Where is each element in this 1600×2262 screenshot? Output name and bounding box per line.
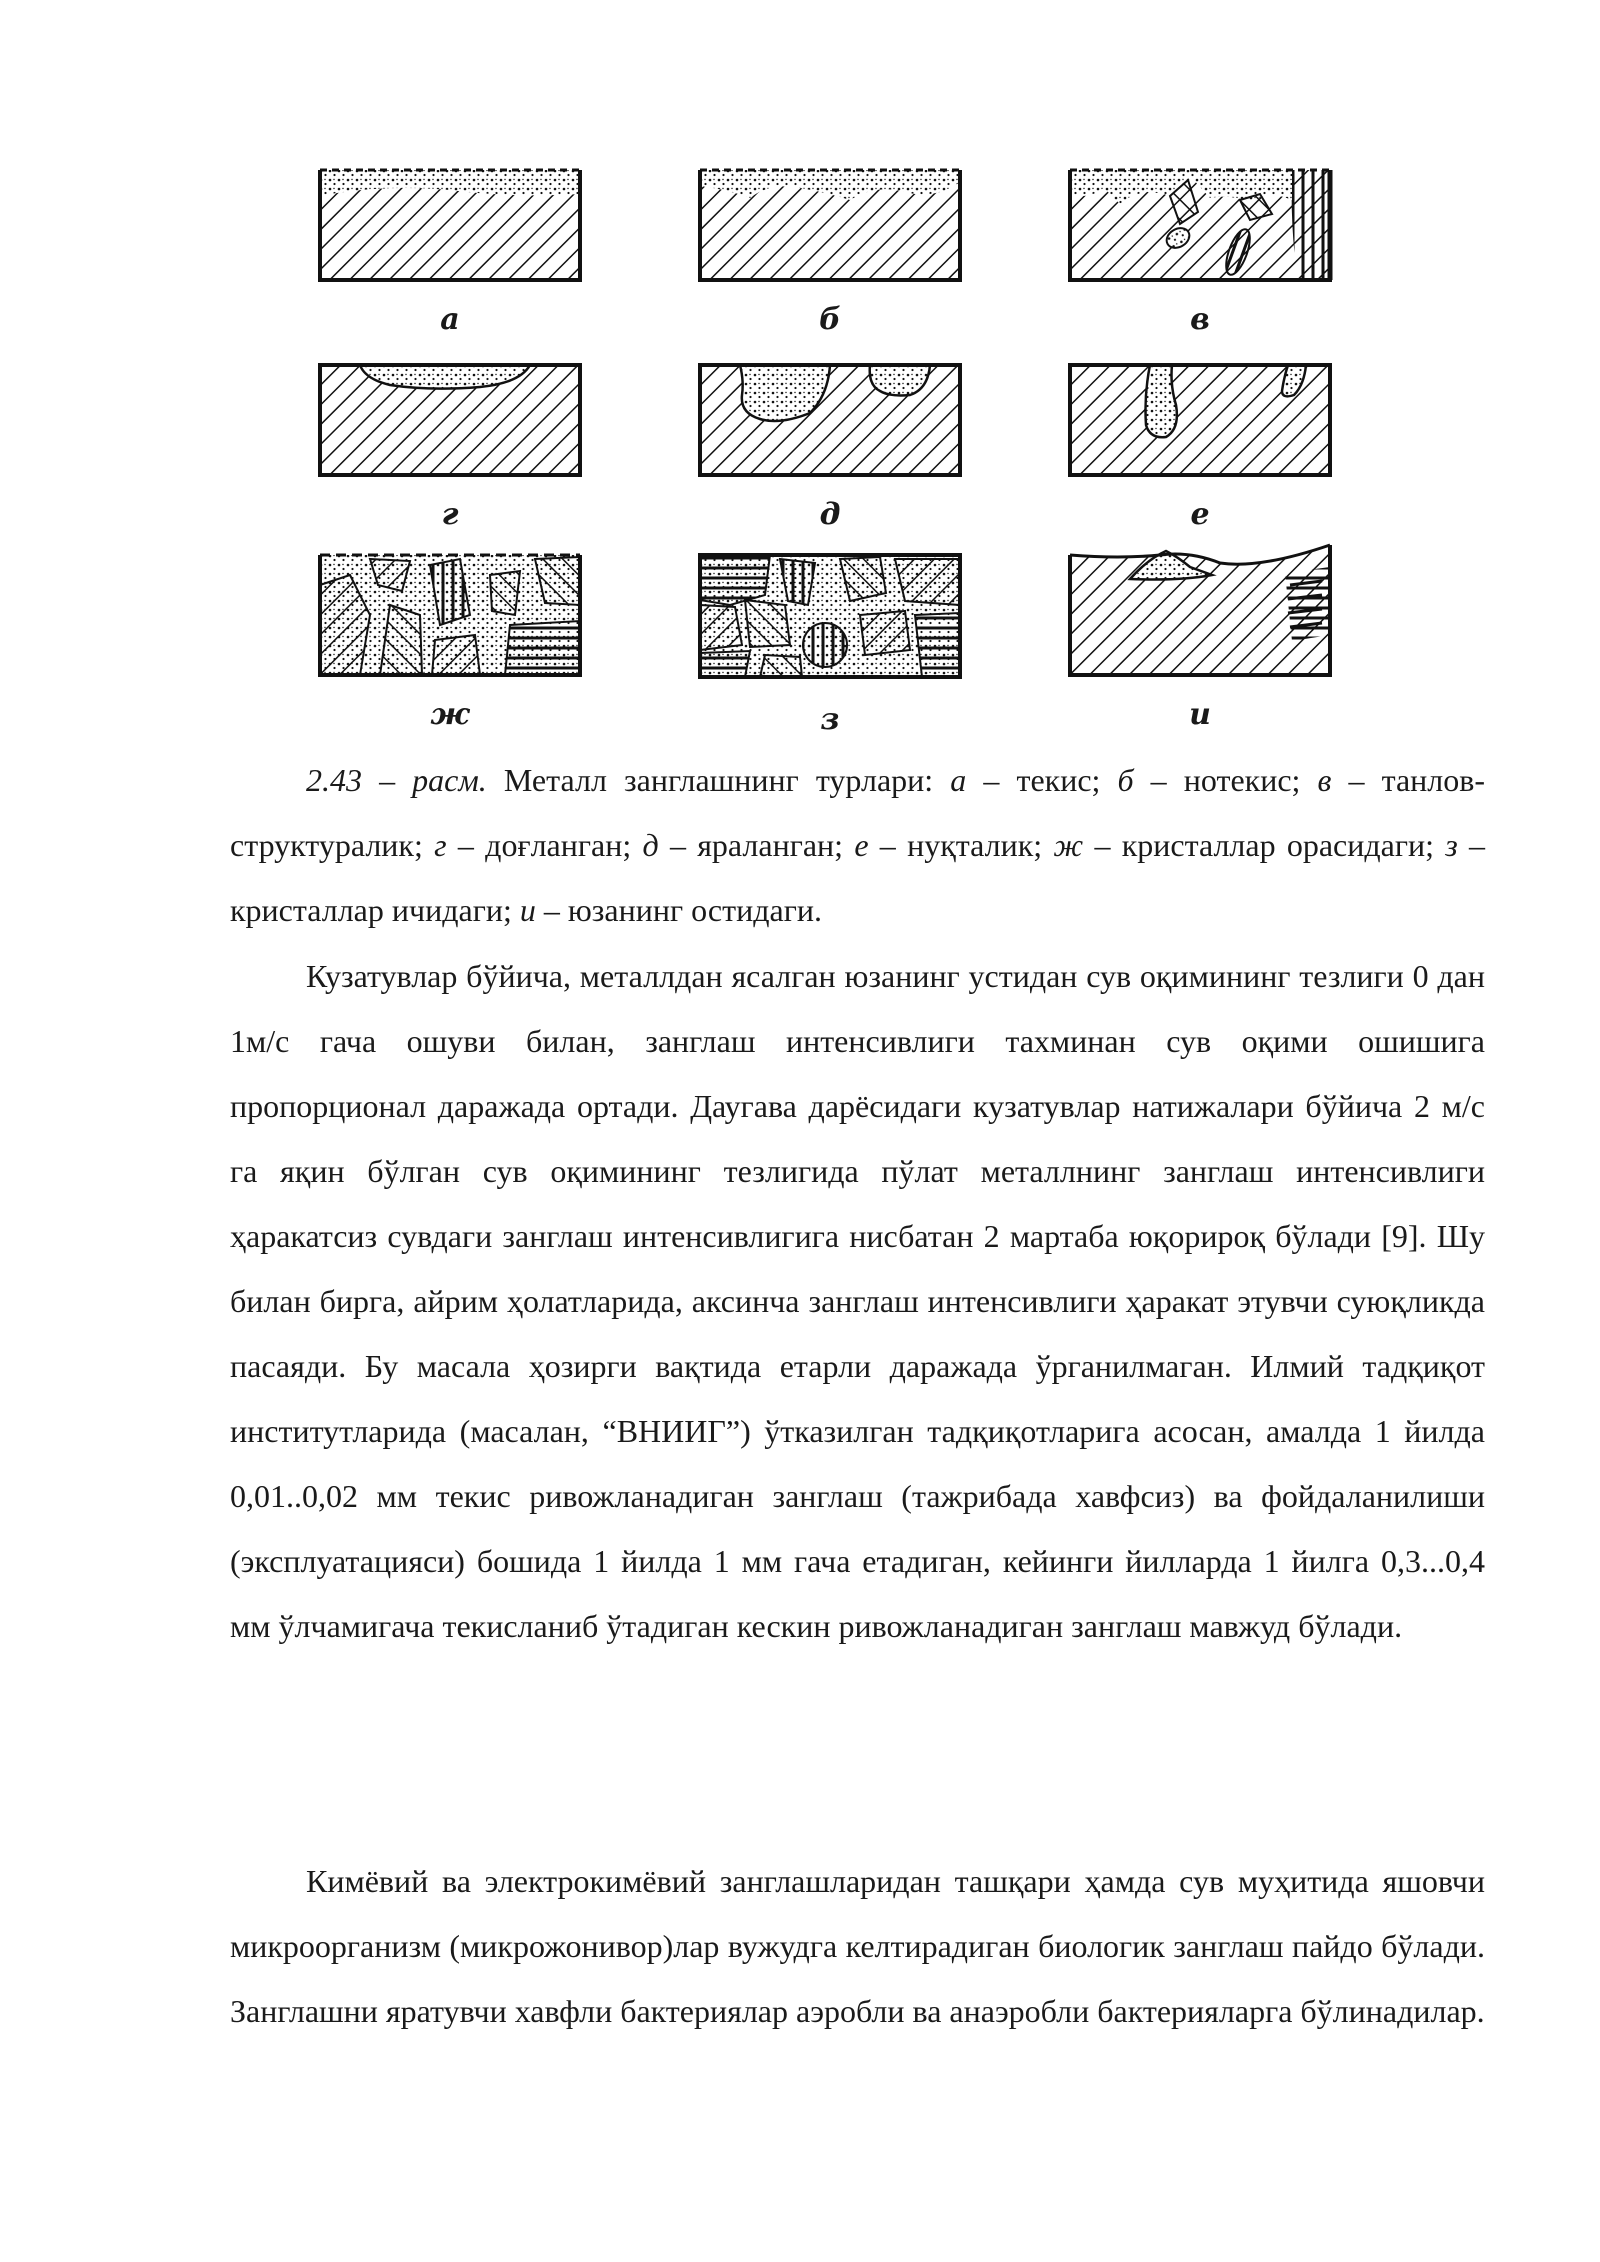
panel-a xyxy=(310,160,590,350)
caption-item-text: – нуқталик; xyxy=(868,827,1054,863)
panel-label: и xyxy=(1189,697,1211,732)
caption-item-text: – кристаллар орасидаги; xyxy=(1083,827,1446,863)
caption-letter: з xyxy=(1445,827,1458,863)
caption-letter: г xyxy=(434,827,447,863)
panel-g xyxy=(310,355,590,545)
paragraph: Кузатувлар бўйича, металлдан ясалган юзанинг устидан сув оқимининг тезлиги 0 дан 1м/с гача ошуви билан, занглаш интенсивлиги тахминан сув оқими ошишига пропорционал даражада ортади. Даугава дарёсидаги кузатувлар натижалари бўйича 2 м/с га яқин бўлган сув оқимининг тезлигида пўлат металлнинг занглаш интенсивлиги ҳаракатсиз сувдаги занглаш интенсивлигига нисбатан 2 мартаба юқорироқ бўлади [9]. Шу билан бирга, айрим ҳолатларида, аксинча занглаш интенсивлиги ҳаракат этувчи суюқликда пасаяди. Бу масала ҳозирги вақтида етарли даражада ўрганилмаган. Илмий тадқиқот институтларида (масалан, “ВНИИГ”) ўтказилган тадқиқотларига асосан, амалда 1 йилда 0,01..0,02 мм текис ривожланадиган занглаш (тажрибада хавфсиз) ва фойдаланилиши (эксплуатацияси) бошида 1 йилда 1 мм гача етадиган, кейинги йилларда 1 йилга 0,3...0,4 мм ўлчамигача текисланиб ўтадиган кескин ривожланадиган занглаш мавжуд бўлади. xyxy=(230,958,1485,1644)
panel-i xyxy=(1060,545,1340,735)
caption-item-text: – доғланган; xyxy=(446,827,643,863)
caption-item-text: – танлов-структуралик; xyxy=(230,762,1486,863)
panel-z xyxy=(690,545,970,735)
paragraph: Кимёвий ва электрокимёвий занглашларидан ташқари ҳамда сув муҳитида яшовчи микроорганизм (микрожонивор)лар вужудга келтирадиган биологик занглаш пайдо бўлади. Занглашни яратувчи хавфли бактериялар аэробли ва анаэробли бактерияларга бўлинадилар. xyxy=(230,1863,1485,2029)
corrosion-types-figure xyxy=(300,150,1380,735)
panel-label: г xyxy=(441,497,459,532)
caption-letter: е xyxy=(854,827,869,863)
figure-number: 2.43 – расм. xyxy=(306,762,487,798)
figure-caption xyxy=(230,748,1485,943)
caption-item-text: – яраланган; xyxy=(658,827,855,863)
panel-label: з xyxy=(820,702,840,737)
panel-label: ж xyxy=(430,697,470,732)
panel-e xyxy=(1060,355,1340,545)
panel-v xyxy=(1060,160,1340,350)
panel-label: а xyxy=(440,302,460,337)
caption-letter: в xyxy=(1317,762,1332,798)
caption-letter: д xyxy=(642,827,659,863)
caption-letter: ж xyxy=(1053,827,1084,863)
panel-label: е xyxy=(1190,497,1210,532)
panel-d xyxy=(690,355,970,545)
panel-label: д xyxy=(819,497,841,532)
caption-letter: и xyxy=(519,892,536,928)
caption-item-text: – кристаллар ичидаги; xyxy=(230,827,1486,928)
caption-item-text: – юзанинг остидаги. xyxy=(535,892,822,928)
caption-lead: Металл занглашнинг турлари: xyxy=(486,762,951,798)
caption-item-text: – текис; xyxy=(966,762,1118,798)
caption-letter: а xyxy=(950,762,967,798)
panel-label: б xyxy=(819,302,841,337)
panel-zh xyxy=(310,545,590,735)
panel-label: в xyxy=(1190,302,1210,337)
panel-b xyxy=(690,160,970,350)
caption-letter: б xyxy=(1117,762,1134,798)
caption-item-text: – нотекис; xyxy=(1133,762,1318,798)
